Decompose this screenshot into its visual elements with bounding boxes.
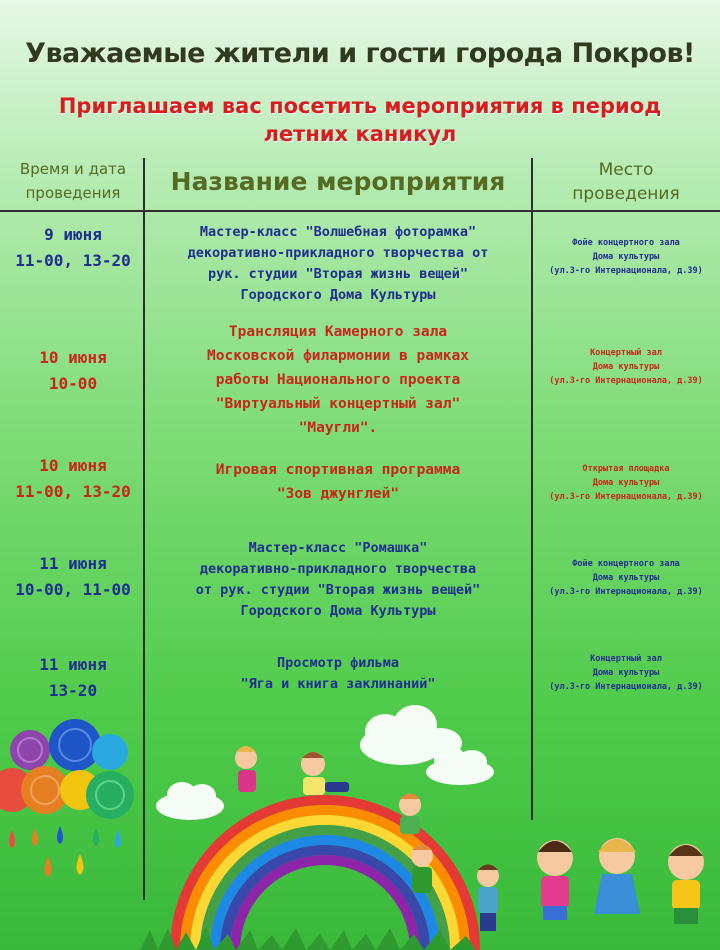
event-date — [4, 345, 142, 397]
event-title-line: Трансляция Камерного зала — [228, 324, 448, 340]
header-place-line: проведения — [572, 184, 680, 204]
event-place-line: Дома культуры — [592, 252, 660, 262]
event-date-line: 10-00 — [48, 374, 98, 393]
event-date — [4, 453, 142, 505]
event-title-line: "Виртуальный концертный зал" — [215, 396, 461, 412]
header-time-line: проведения — [25, 184, 121, 202]
event-place — [534, 462, 718, 504]
rain-drops-icon — [9, 826, 121, 877]
event-title — [146, 538, 530, 622]
event-place-line: (ул.3-го Интернационала, д.39) — [549, 682, 703, 692]
header-event-name: Название мероприятия — [170, 167, 506, 196]
header-time-line: Время и дата — [19, 160, 127, 178]
page-title: Уважаемые жители и гости города Покров! — [25, 38, 695, 69]
event-place-line: Дома культуры — [592, 668, 660, 678]
event-date-line: 11-00, 13-20 — [15, 482, 131, 501]
event-title — [146, 320, 530, 440]
event-date — [4, 652, 142, 704]
event-place — [534, 346, 718, 388]
event-title-line: "Зов джунглей" — [276, 486, 400, 502]
header-place — [534, 158, 718, 206]
table-divider — [0, 210, 720, 212]
event-date-line: 10-00, 11-00 — [15, 580, 131, 599]
event-date-line: 9 июня — [44, 225, 102, 244]
event-date-line: 11 июня — [39, 655, 107, 674]
event-title-line: Просмотр фильма — [277, 655, 399, 671]
event-place-line: Дома культуры — [592, 362, 660, 372]
event-title — [146, 458, 530, 506]
event-place-line: (ул.3-го Интернационала, д.39) — [549, 376, 703, 386]
event-place-line: Дома культуры — [592, 478, 660, 488]
event-place-line: (ул.3-го Интернационала, д.39) — [549, 587, 703, 597]
page-subtitle — [20, 92, 700, 148]
event-date-line: 11-00, 13-20 — [15, 251, 131, 270]
event-place-line: Дома культуры — [592, 573, 660, 583]
event-place-line: Концертный зал — [590, 348, 662, 358]
event-title-line: "Маугли". — [298, 420, 378, 436]
event-title-line: Мастер-класс "Волшебная фоторамка" — [199, 224, 477, 240]
header-place-line: Место — [598, 160, 654, 180]
event-title-line: "Яга и книга заклинаний" — [240, 676, 436, 692]
subtitle-line: Приглашаем вас посетить мероприятия в период — [58, 94, 662, 118]
event-place-line: (ул.3-го Интернационала, д.39) — [549, 266, 703, 276]
event-date-line: 10 июня — [39, 456, 107, 475]
event-place-line: Открытая площадка — [582, 464, 670, 474]
event-title-line: Игровая спортивная программа — [215, 462, 461, 478]
header-time — [4, 157, 142, 205]
event-date-line: 11 июня — [39, 554, 107, 573]
subtitle-line: летних каникул — [263, 122, 457, 146]
event-title-line: рук. студии "Вторая жизнь вещей" — [207, 266, 469, 282]
three-kids-icon — [537, 838, 704, 924]
event-title-line: от рук. студии "Вторая жизнь вещей" — [195, 582, 481, 598]
event-title — [146, 222, 530, 306]
event-title-line: работы Национального проекта — [215, 372, 461, 388]
event-title-line: Городского Дома Культуры — [240, 287, 436, 303]
event-title-line: Мастер-класс "Ромашка" — [248, 540, 428, 556]
event-place-line: Концертный зал — [590, 654, 662, 664]
event-title-line: декоративно-прикладного творчества от — [187, 245, 489, 261]
event-place — [534, 652, 718, 694]
event-date-line: 10 июня — [39, 348, 107, 367]
event-title-line: Московской филармонии в рамках — [207, 348, 469, 364]
event-place-line: Фойе концертного зала — [572, 559, 680, 569]
event-place — [534, 557, 718, 599]
event-title — [146, 653, 530, 695]
event-date-line: 13-20 — [48, 681, 98, 700]
event-title-line: декоративно-прикладного творчества — [199, 561, 477, 577]
table-divider — [531, 158, 533, 820]
event-title-line: Городского Дома Культуры — [240, 603, 436, 619]
event-place-line: Фойе концертного зала — [572, 238, 680, 248]
event-date — [4, 222, 142, 274]
event-date — [4, 551, 142, 603]
event-place — [534, 236, 718, 278]
event-place-line: (ул.3-го Интернационала, д.39) — [549, 492, 703, 502]
table-divider — [143, 158, 145, 900]
yarn-balls-icon — [0, 719, 134, 819]
